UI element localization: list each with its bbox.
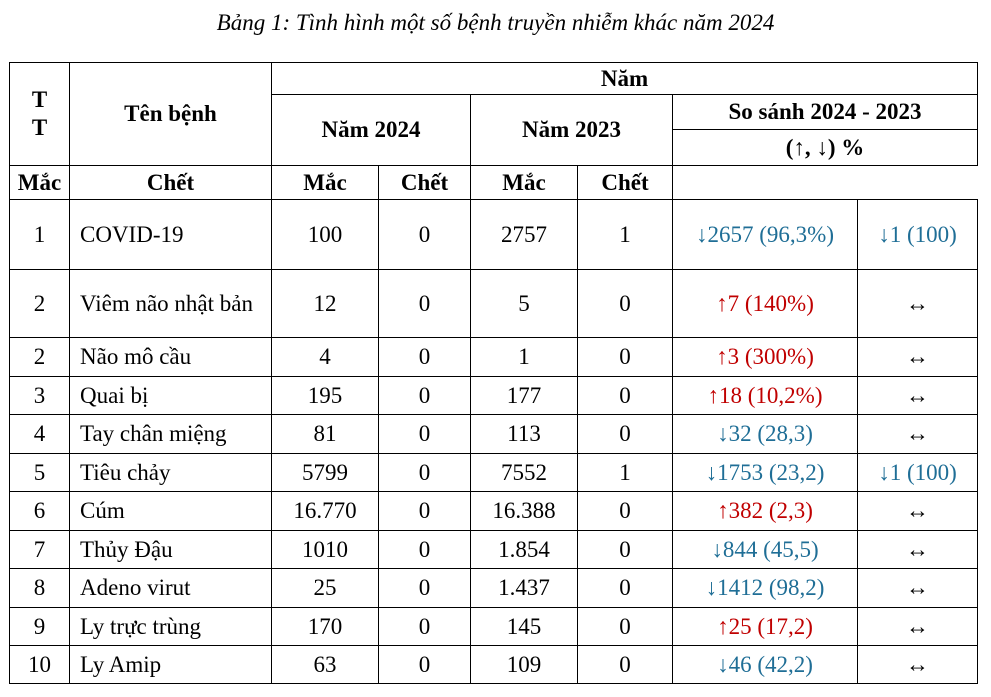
cases-2023: 16.388 bbox=[471, 492, 578, 531]
cases-2024: 195 bbox=[272, 377, 379, 415]
table-row bbox=[10, 492, 978, 531]
deaths-change: ↔ bbox=[858, 338, 978, 377]
table-row bbox=[10, 531, 978, 569]
deaths-2023: 1 bbox=[578, 200, 673, 270]
table-caption: Bảng 1: Tình hình một số bệnh truyền nhiễm khác năm 2024 bbox=[216, 10, 775, 35]
cases-2024: 5799 bbox=[272, 454, 379, 492]
table-row bbox=[10, 377, 978, 415]
deaths-change: ↔ bbox=[858, 377, 978, 415]
cases-change: ↓1412 (98,2) bbox=[673, 569, 858, 608]
deaths-2024: 0 bbox=[379, 377, 471, 415]
table-row bbox=[10, 200, 978, 270]
disease-name: Thủy Đậu bbox=[70, 531, 272, 569]
deaths-2024: 0 bbox=[379, 569, 471, 608]
row-number: 9 bbox=[10, 608, 70, 646]
cases-2023: 1.854 bbox=[471, 531, 578, 569]
header-year-2023: Năm 2023 bbox=[471, 95, 673, 166]
cases-2024: 81 bbox=[272, 415, 379, 454]
deaths-2023: 0 bbox=[578, 270, 673, 338]
deaths-2023: 0 bbox=[578, 608, 673, 646]
cases-2024: 170 bbox=[272, 608, 379, 646]
cases-2023: 2757 bbox=[471, 200, 578, 270]
disease-name: Ly trực trùng bbox=[70, 608, 272, 646]
deaths-2023: 0 bbox=[578, 646, 673, 684]
subheader-mac-2023: Mắc bbox=[272, 166, 379, 200]
row-number: 6 bbox=[10, 492, 70, 531]
table-row bbox=[10, 338, 978, 377]
cases-2023: 177 bbox=[471, 377, 578, 415]
deaths-change: ↔ bbox=[858, 569, 978, 608]
cases-change: ↑18 (10,2%) bbox=[673, 377, 858, 415]
table-header bbox=[10, 63, 978, 200]
cases-change: ↓844 (45,5) bbox=[673, 531, 858, 569]
disease-name: Quai bị bbox=[70, 377, 272, 415]
cases-2023: 1.437 bbox=[471, 569, 578, 608]
cases-change: ↑7 (140%) bbox=[673, 270, 858, 338]
subheader-chet-2024: Chết bbox=[70, 166, 272, 200]
table-row bbox=[10, 608, 978, 646]
cases-2023: 109 bbox=[471, 646, 578, 684]
disease-name: Não mô cầu bbox=[70, 338, 272, 377]
deaths-2024: 0 bbox=[379, 492, 471, 531]
row-number: 2 bbox=[10, 270, 70, 338]
disease-name: Cúm bbox=[70, 492, 272, 531]
header-year: Năm bbox=[272, 63, 978, 95]
table-row bbox=[10, 454, 978, 492]
deaths-change: ↔ bbox=[858, 415, 978, 454]
deaths-change: ↔ bbox=[858, 492, 978, 531]
deaths-2023: 0 bbox=[578, 492, 673, 531]
table-row bbox=[10, 270, 978, 338]
disease-name: COVID-19 bbox=[70, 200, 272, 270]
row-number: 7 bbox=[10, 531, 70, 569]
cases-2024: 4 bbox=[272, 338, 379, 377]
deaths-2024: 0 bbox=[379, 338, 471, 377]
cases-2023: 1 bbox=[471, 338, 578, 377]
deaths-2023: 1 bbox=[578, 454, 673, 492]
cases-change: ↓2657 (96,3%) bbox=[673, 200, 858, 270]
row-number: 8 bbox=[10, 569, 70, 608]
cases-2023: 5 bbox=[471, 270, 578, 338]
row-number: 1 bbox=[10, 200, 70, 270]
deaths-2023: 0 bbox=[578, 338, 673, 377]
disease-name: Tay chân miệng bbox=[70, 415, 272, 454]
row-number: 10 bbox=[10, 646, 70, 684]
cases-2023: 113 bbox=[471, 415, 578, 454]
deaths-2024: 0 bbox=[379, 200, 471, 270]
table-row bbox=[10, 415, 978, 454]
header-comparison: So sánh 2024 - 2023 bbox=[673, 95, 978, 130]
deaths-change: ↓1 (100) bbox=[858, 454, 978, 492]
deaths-change: ↔ bbox=[858, 646, 978, 684]
cases-2024: 12 bbox=[272, 270, 379, 338]
deaths-2023: 0 bbox=[578, 569, 673, 608]
deaths-change: ↔ bbox=[858, 270, 978, 338]
cases-change: ↓32 (28,3) bbox=[673, 415, 858, 454]
disease-name: Adeno virut bbox=[70, 569, 272, 608]
deaths-2024: 0 bbox=[379, 270, 471, 338]
deaths-2024: 0 bbox=[379, 646, 471, 684]
row-number: 5 bbox=[10, 454, 70, 492]
cases-2024: 1010 bbox=[272, 531, 379, 569]
deaths-change: ↓1 (100) bbox=[858, 200, 978, 270]
deaths-2023: 0 bbox=[578, 377, 673, 415]
cases-2024: 63 bbox=[272, 646, 379, 684]
deaths-2024: 0 bbox=[379, 454, 471, 492]
cases-2023: 145 bbox=[471, 608, 578, 646]
cases-change: ↓1753 (23,2) bbox=[673, 454, 858, 492]
row-number: 3 bbox=[10, 377, 70, 415]
cases-change: ↑382 (2,3) bbox=[673, 492, 858, 531]
deaths-2024: 0 bbox=[379, 608, 471, 646]
header-comparison-arrows: (↑, ↓) % bbox=[673, 130, 978, 166]
cases-change: ↑25 (17,2) bbox=[673, 608, 858, 646]
row-number: 4 bbox=[10, 415, 70, 454]
cases-change: ↑3 (300%) bbox=[673, 338, 858, 377]
disease-name: Tiêu chảy bbox=[70, 454, 272, 492]
table-row bbox=[10, 569, 978, 608]
subheader-mac-2024: Mắc bbox=[10, 166, 70, 200]
deaths-2024: 0 bbox=[379, 531, 471, 569]
disease-name: Viêm não nhật bản bbox=[70, 270, 272, 338]
header-tt: T T bbox=[10, 63, 70, 166]
cases-change: ↓46 (42,2) bbox=[673, 646, 858, 684]
deaths-2023: 0 bbox=[578, 415, 673, 454]
table-row bbox=[10, 646, 978, 684]
subheader-chet-compare: Chết bbox=[578, 166, 673, 200]
cases-2024: 25 bbox=[272, 569, 379, 608]
subheader-mac-compare: Mắc bbox=[471, 166, 578, 200]
disease-name: Ly Amip bbox=[70, 646, 272, 684]
cases-2023: 7552 bbox=[471, 454, 578, 492]
deaths-change: ↔ bbox=[858, 608, 978, 646]
row-number: 2 bbox=[10, 338, 70, 377]
deaths-2024: 0 bbox=[379, 415, 471, 454]
subheader-chet-2023: Chết bbox=[379, 166, 471, 200]
cases-2024: 100 bbox=[272, 200, 379, 270]
deaths-change: ↔ bbox=[858, 531, 978, 569]
deaths-2023: 0 bbox=[578, 531, 673, 569]
table-body bbox=[10, 200, 978, 684]
disease-table bbox=[9, 62, 978, 684]
cases-2024: 16.770 bbox=[272, 492, 379, 531]
header-disease-name: Tên bệnh bbox=[70, 63, 272, 166]
header-year-2024: Năm 2024 bbox=[272, 95, 471, 166]
